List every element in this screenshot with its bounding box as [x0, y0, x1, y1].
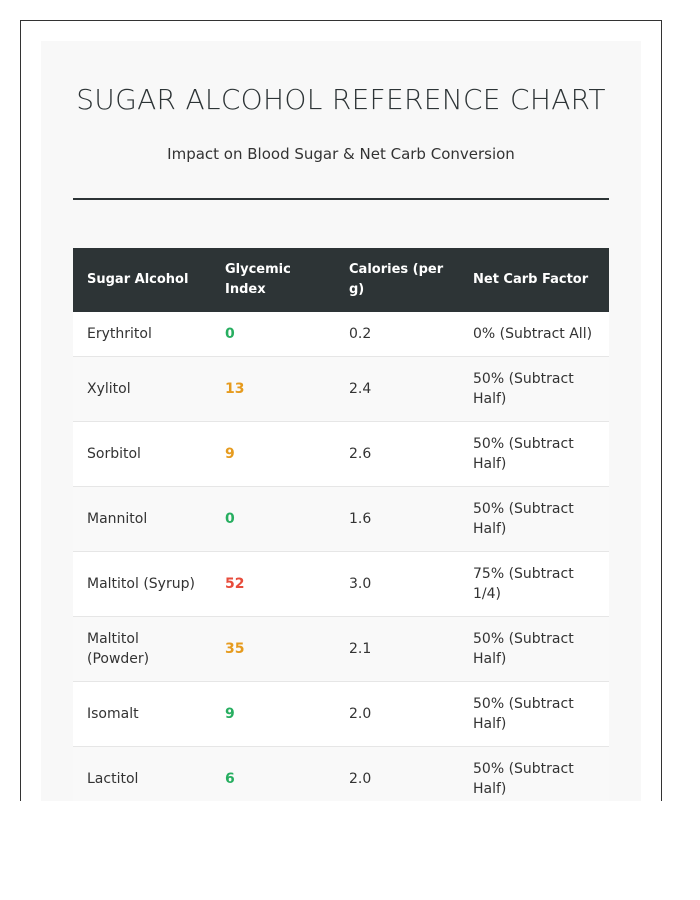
table-row	[73, 682, 609, 747]
cell-net-carb-factor: 50% (Subtract Half)	[459, 422, 609, 487]
column-header-net-carb-factor: Net Carb Factor	[459, 248, 609, 312]
cell-glycemic-index: 9	[211, 422, 335, 487]
cell-sugar-alcohol: Maltitol (Syrup)	[73, 552, 211, 617]
table-row	[73, 487, 609, 552]
cell-sugar-alcohol: Mannitol	[73, 487, 211, 552]
reference-card	[41, 41, 641, 801]
cell-net-carb-factor: 0% (Subtract All)	[459, 312, 609, 357]
table-row	[73, 617, 609, 682]
cell-net-carb-factor: 50% (Subtract Half)	[459, 747, 609, 802]
column-header-sugar-alcohol: Sugar Alcohol	[73, 248, 211, 312]
table-body	[73, 312, 609, 801]
column-header-glycemic-index: Glycemic Index	[211, 248, 335, 312]
header-row	[73, 248, 609, 312]
cell-glycemic-index: 52	[211, 552, 335, 617]
cell-calories: 3.0	[335, 552, 459, 617]
cell-sugar-alcohol: Maltitol (Powder)	[73, 617, 211, 682]
page-frame	[20, 20, 662, 801]
table-row	[73, 312, 609, 357]
cell-net-carb-factor: 50% (Subtract Half)	[459, 487, 609, 552]
table-row	[73, 357, 609, 422]
cell-net-carb-factor: 50% (Subtract Half)	[459, 617, 609, 682]
cell-glycemic-index: 35	[211, 617, 335, 682]
cell-glycemic-index: 6	[211, 747, 335, 802]
cell-calories: 0.2	[335, 312, 459, 357]
cell-calories: 2.0	[335, 682, 459, 747]
cell-sugar-alcohol: Erythritol	[73, 312, 211, 357]
table-row	[73, 552, 609, 617]
table-row	[73, 422, 609, 487]
cell-sugar-alcohol: Isomalt	[73, 682, 211, 747]
cell-calories: 2.1	[335, 617, 459, 682]
cell-net-carb-factor: 50% (Subtract Half)	[459, 357, 609, 422]
title-divider	[73, 198, 609, 200]
page-subtitle: Impact on Blood Sugar & Net Carb Conversion	[167, 145, 515, 163]
cell-calories: 1.6	[335, 487, 459, 552]
cell-glycemic-index: 0	[211, 312, 335, 357]
cell-net-carb-factor: 75% (Subtract 1/4)	[459, 552, 609, 617]
cell-sugar-alcohol: Lactitol	[73, 747, 211, 802]
cell-calories: 2.0	[335, 747, 459, 802]
cell-glycemic-index: 13	[211, 357, 335, 422]
cell-calories: 2.4	[335, 357, 459, 422]
cell-net-carb-factor: 50% (Subtract Half)	[459, 682, 609, 747]
table-header	[73, 248, 609, 312]
cell-glycemic-index: 9	[211, 682, 335, 747]
cell-sugar-alcohol: Xylitol	[73, 357, 211, 422]
page-title: SUGAR ALCOHOL REFERENCE CHART	[76, 83, 606, 116]
cell-sugar-alcohol: Sorbitol	[73, 422, 211, 487]
table-row	[73, 747, 609, 802]
cell-calories: 2.6	[335, 422, 459, 487]
cell-glycemic-index: 0	[211, 487, 335, 552]
column-header-calories: Calories (per g)	[335, 248, 459, 312]
sugar-alcohol-table	[73, 248, 609, 801]
